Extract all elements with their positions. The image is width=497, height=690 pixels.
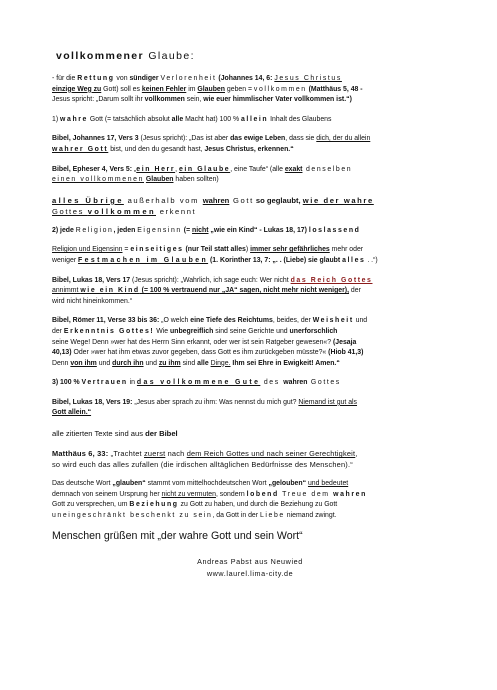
paragraph-matthew-6: Matthäus 6, 33: „Trachtet zuerst nach dem Reich Gottes und nach seiner Gerechtigkeit, so wird euch das alles zufallen (die irdischen alltäglichen Bedürfnisse des Menschen).“ (52, 449, 358, 470)
title-bold: vollkommener (56, 50, 144, 62)
footer (52, 556, 448, 580)
paragraph-john-17: Bibel, Johannes 17, Vers 3 (Jesus spricht): „Das ist aber das ewige Leben, dass sie dich, der du allein wahrer Gott bist, und den du gesandt hast, Jesus Christus, erkennen.“ (52, 135, 371, 153)
paragraph-source-note: alle zitierten Texte sind aus der Bibel (52, 429, 178, 439)
page-title (56, 50, 448, 62)
paragraph-luke-18-19: Bibel, Lukas 18, Vers 19: „Jesus aber sprach zu ihm: Was nennst du mich gut? Niemand ist gut als Gott allein.“ (52, 398, 358, 417)
paragraph-ephesians: Bibel, Epheser 4, Vers 5: „ein Herr, ein Glaube, eine Taufe“ (alle exakt denselben einen vollkommenen Glauben haben sollten) (52, 165, 353, 184)
footer-website: www.laurel.lima-city.de (206, 569, 294, 579)
title-rest: Glaube: (144, 50, 195, 62)
paragraph-point-1: 1) wahre Gott (= tatsächlich absolut alle Macht hat) 100 % allein Inhalt des Glaubens (52, 115, 332, 123)
closing-line: Menschen grüßen mit „der wahre Gott und sein Wort“ (52, 530, 303, 543)
paragraph-religion: Religion und Eigensinn = einseitiges (nur Teil statt alles) immer sehr gefährliches mehr oder weniger Festmachen im Glauben (1. Korinther 13, 7: „. . (Liebe) sie glaubt alles . .“) (52, 246, 378, 264)
paragraph-luke-18-17: Bibel, Lukas 18, Vers 17 (Jesus spricht): „Wahrlich, ich sage euch: Wer nicht das Reich Gottes annimmt wie ein Kind (= 100 % vertrauend nur „JA“ sagen, nicht mehr nicht weniger), der wird nicht hineinkommen.“ (52, 276, 373, 305)
paragraph-point-3: 3) 100 % Vertrauen in das vollkommene Gute des wahren Gottes (52, 379, 341, 387)
paragraph-alles-uebrige: alles Übrige außerhalb vom wahren Gott so geglaubt, wie der wahre Gottes vollkommen erkennt (52, 195, 374, 216)
footer-author: Andreas Pabst aus Neuwied (197, 557, 303, 567)
paragraph-point-2: 2) jede Religion, jeden Eigensinn (= nicht „wie ein Kind“ - Lukas 18, 17) loslassend (52, 226, 361, 234)
paragraph-romans-11: Bibel, Römer 11, Verse 33 bis 36: „O welch eine Tiefe des Reichtums, beides, der Weisheit und der Erkenntnis Gottes! Wie unbegreiflich sind seine Gerichte und unerforschlich seine Wege! Denn »wer hat des Herrn Sinn erkannt, oder wer ist sein Ratgeber gewesen«? (Jesaja 40,13) Oder »wer hat ihm etwas zuvor gegeben, dass Gott es ihm zurückgeben müsste?« (Hiob 41,3) Denn von ihm und durch ihn und zu ihm sind alle Dinge. Ihm sei Ehre in Ewigkeit! Amen.“ (52, 317, 368, 367)
paragraph-glauben-etymology: Das deutsche Wort „glauben“ stammt vom mittelhochdeutschen Wort „gelouben“ und bedeutet demnach von seinem Ursprung her nicht zu vermuten, sondern lobend Treue dem wahren Gott zu versprechen, um Beziehung zu Gott zu haben, und durch die Beziehung zu Gott uneingeschränkt beschenkt zu sein, da Gott in der Liebe niemand zwingt. (52, 480, 367, 519)
document-page (52, 50, 448, 580)
paragraph-intro: - für die Rettung von sündiger Verlorenheit (Johannes 14, 6: Jesus Christus einzige Weg zu Gott) soll es keinen Fehler im Glauben geben = vollkommen (Matthäus 5, 48 - Jesus spricht: „Darum sollt ihr vollkommen sein, wie euer himmlischer Vater vollkommen ist.“) (52, 75, 363, 104)
